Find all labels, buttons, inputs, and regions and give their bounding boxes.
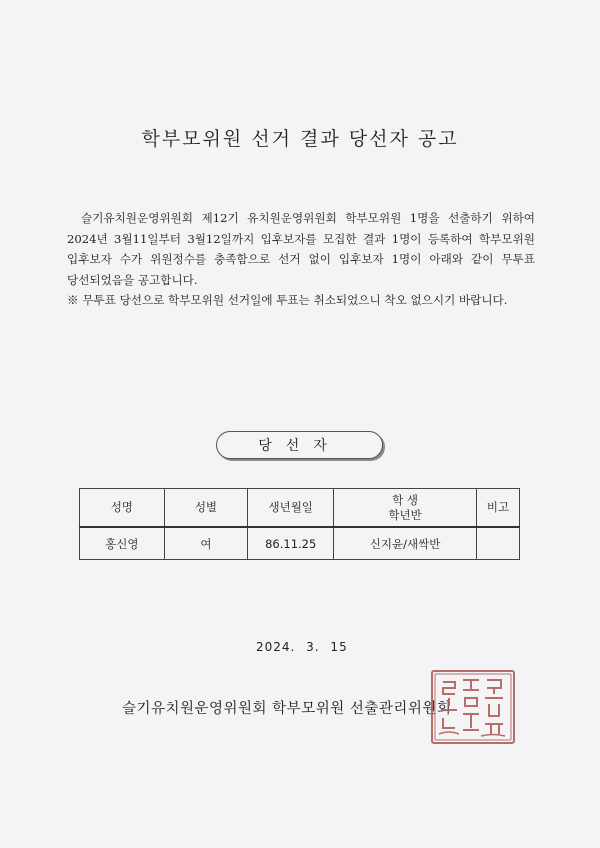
table-header-row <box>80 489 520 528</box>
header-student-line1: 학 생 <box>392 492 418 507</box>
notice-title: 학부모위원 선거 결과 당선자 공고 <box>141 128 459 150</box>
header-student <box>334 489 477 528</box>
notice-note-paragraph: ※ 무투표 당선으로 학부모위원 선거일에 투표는 취소되었으니 착오 없으시기 바랍니다. <box>67 293 508 307</box>
cell-remarks <box>476 527 519 560</box>
cell-birthdate: 86.11.25 <box>248 527 334 560</box>
cell-name: 홍신영 <box>80 527 165 560</box>
table-row <box>80 527 520 560</box>
header-student-line2: 학년반 <box>388 507 422 522</box>
notice-date: 2024. 3. 15 <box>256 640 348 654</box>
header-birthdate: 생년월일 <box>248 489 334 528</box>
notice-body <box>67 208 535 311</box>
header-remarks: 비고 <box>476 489 519 528</box>
cell-gender: 여 <box>164 527 248 560</box>
cell-student: 신지윤/새싹반 <box>334 527 477 560</box>
header-name: 성명 <box>80 489 165 528</box>
issuer-name: 슬기유치원운영위원회 학부모위원 선출관리위원회 <box>122 701 452 717</box>
winner-table <box>79 488 520 560</box>
official-seal-stamp <box>429 668 517 746</box>
header-gender: 성별 <box>164 489 248 528</box>
winner-heading-box: 당선자 <box>216 431 383 459</box>
notice-main-paragraph: 슬기유치원운영위원회 제12기 유치원운영위원회 학부모위원 1명을 선출하기 위하여 2024년 3월11일부터 3월12일까지 입후보자를 모집한 결과 1명이 등록하여 학부모위원 입후보자 수가 위원정수를 충족함으로 선거 없이 입후보자 1명이 아래와 같이 무투표 당선되었음을 공고합니다. <box>67 211 535 287</box>
